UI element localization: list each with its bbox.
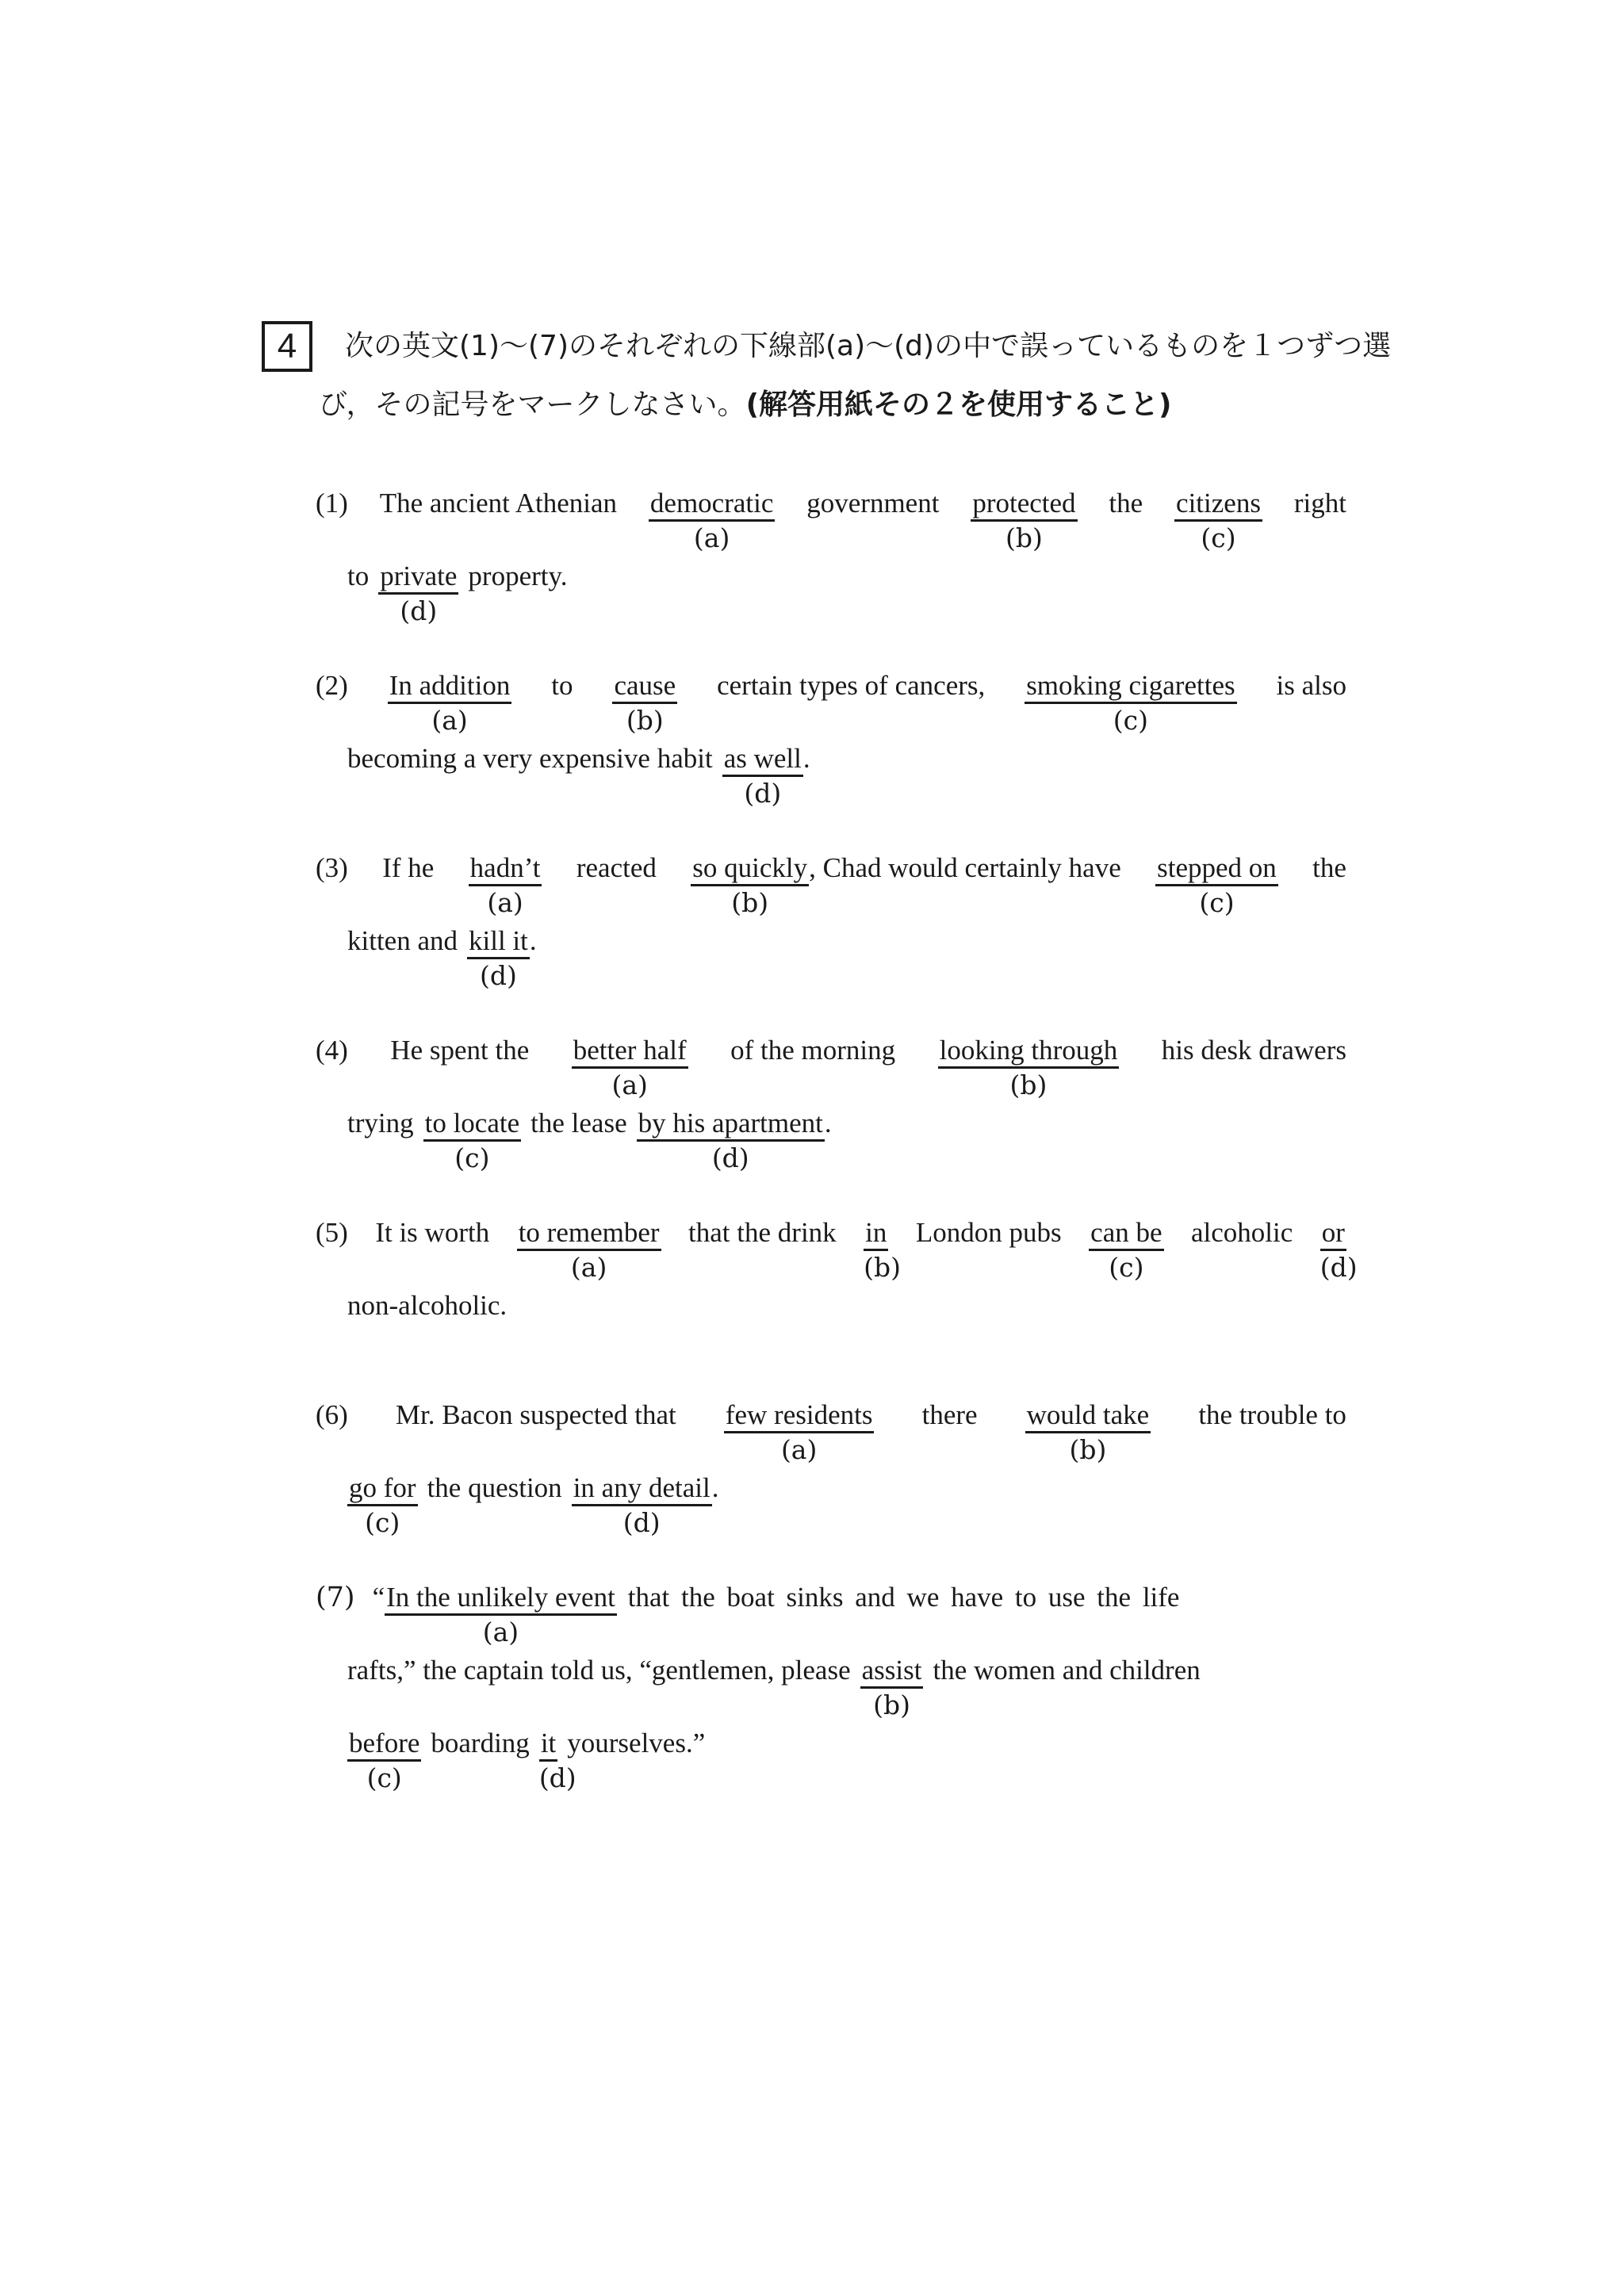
text: the question: [427, 1472, 562, 1503]
text: , Chad would certainly have: [809, 852, 1121, 883]
text: non-alcoholic.: [347, 1290, 508, 1321]
item-number: (6): [316, 1399, 348, 1430]
label-d: (d): [480, 960, 517, 991]
instruction-line-2: [319, 386, 1350, 424]
label-b: (b): [873, 1689, 910, 1720]
label-d: (d): [400, 595, 438, 626]
label-c: (c): [1199, 887, 1235, 918]
item-6: [316, 1399, 1346, 1545]
underline-d: by his apartment (d): [638, 1108, 823, 1173]
underline-b: in (b): [864, 1217, 902, 1283]
text: He spent the: [390, 1035, 530, 1066]
text: certain types of cancers,: [717, 670, 986, 701]
label-a: (a): [693, 522, 730, 553]
underline-b: so quickly (b): [692, 852, 808, 918]
text: the women and children: [933, 1655, 1201, 1686]
text: trying: [347, 1108, 414, 1138]
item-1: [316, 488, 1346, 633]
text: that the boat sinks and we have to use the life: [627, 1582, 1180, 1613]
label-c: (c): [366, 1762, 402, 1793]
text: “: [372, 1582, 385, 1613]
item-4-line-2: [347, 1108, 1346, 1181]
text: It is worth: [375, 1217, 490, 1248]
label-b: (b): [731, 887, 769, 918]
text: .: [711, 1472, 719, 1503]
instruction-line-2b: (解答用紙その２を使用すること): [745, 388, 1172, 421]
text: .: [824, 1108, 832, 1138]
underline-a: democratic (a): [649, 488, 774, 553]
label-d: (d): [622, 1507, 661, 1538]
underline-b: assist (b): [861, 1655, 922, 1720]
label-a: (a): [570, 1252, 607, 1283]
label-a: (a): [611, 1070, 648, 1100]
label-d: (d): [1320, 1252, 1358, 1283]
item-7-line-1: [316, 1582, 1346, 1655]
text: right: [1293, 488, 1346, 519]
label-c: (c): [1109, 1252, 1144, 1283]
label-c: (c): [454, 1142, 490, 1173]
item-6-line-1: [316, 1399, 1346, 1472]
item-3-line-2: [347, 925, 1346, 998]
text: If he: [382, 852, 435, 883]
underline-a: hadn’t (a): [469, 852, 541, 918]
label-a: (a): [487, 887, 523, 918]
item-5-line-2: [347, 1290, 1346, 1363]
instruction-line-2a: び，その記号をマークしなさい。: [319, 388, 746, 421]
item-5: [316, 1217, 1358, 1363]
item-2-line-2: [347, 743, 1346, 816]
text: government: [806, 488, 940, 519]
text: the trouble to: [1198, 1399, 1346, 1430]
underline-c: can be (c): [1090, 1217, 1162, 1283]
label-c: (c): [1201, 522, 1236, 553]
underline-d: kill it (d): [469, 925, 528, 991]
item-3-line-1: [316, 852, 1346, 925]
item-number: (2): [316, 670, 348, 701]
text: boarding: [431, 1728, 530, 1758]
question-number-box: 4: [262, 321, 312, 372]
text: is also: [1276, 670, 1346, 701]
item-4: [316, 1035, 1346, 1181]
text: Mr. Bacon suspected that: [395, 1399, 676, 1430]
label-d: (d): [711, 1142, 749, 1173]
text: .: [529, 925, 537, 956]
label-c: (c): [365, 1507, 400, 1538]
item-5-line-1: [316, 1217, 1358, 1290]
item-number: (5): [316, 1217, 348, 1248]
label-b: (b): [626, 705, 664, 736]
item-number: (7): [316, 1582, 355, 1613]
underline-c: citizens (c): [1176, 488, 1261, 553]
instruction-line-1: 次の英文(1)～(7)のそれぞれの下線部(a)～(d)の中で誤っているものを１つずつ選: [345, 330, 1392, 362]
text: becoming a very expensive habit: [347, 743, 713, 774]
underline-d: it (d): [538, 1728, 576, 1793]
label-b: (b): [1069, 1434, 1107, 1465]
text: alcoholic: [1191, 1217, 1293, 1248]
item-1-line-2: [347, 561, 1346, 633]
item-7-line-2: [347, 1655, 1346, 1728]
item-2: [316, 670, 1346, 816]
underline-a: In the unlikely event (a): [386, 1582, 615, 1647]
item-6-line-2: [347, 1472, 1346, 1545]
underline-a: few residents (a): [725, 1399, 873, 1465]
underline-a: In addition (a): [389, 670, 511, 736]
underline-a: better half (a): [573, 1035, 687, 1100]
label-a: (a): [431, 705, 468, 736]
label-c: (c): [1113, 705, 1148, 736]
underline-c: before (c): [349, 1728, 420, 1793]
item-3: [316, 852, 1346, 998]
label-b: (b): [1009, 1070, 1048, 1100]
text: kitten and: [347, 925, 458, 956]
item-number: (4): [316, 1035, 348, 1066]
text: to: [347, 561, 370, 591]
underline-d: in any detail (d): [573, 1472, 710, 1538]
label-b: (b): [864, 1252, 902, 1283]
underline-b: looking through (b): [939, 1035, 1118, 1100]
label-b: (b): [1005, 522, 1043, 553]
item-1-line-1: [316, 488, 1346, 561]
underline-b: protected (b): [972, 488, 1076, 553]
item-7-line-3: [347, 1728, 1346, 1800]
text: yourselves.”: [567, 1728, 706, 1758]
item-4-line-1: [316, 1035, 1346, 1108]
segment: [691, 852, 1121, 918]
underline-d: private (d): [380, 561, 458, 626]
label-a: (a): [482, 1617, 519, 1647]
item-number: (1): [316, 488, 348, 519]
text: his desk drawers: [1161, 1035, 1346, 1066]
underline-a: to remember (a): [518, 1217, 660, 1283]
text: the lease: [530, 1108, 627, 1138]
underline-d: or (d): [1320, 1217, 1358, 1283]
label-d: (d): [538, 1762, 576, 1793]
text: rafts,” the captain told us, “gentlemen, please: [347, 1655, 851, 1686]
underline-d: as well (d): [723, 743, 802, 809]
text: to: [551, 670, 573, 701]
underline-b: would take (b): [1026, 1399, 1150, 1465]
item-7: [316, 1582, 1346, 1800]
text: of the morning: [730, 1035, 896, 1066]
label-d: (d): [744, 778, 782, 809]
underline-c: stepped on (c): [1157, 852, 1277, 918]
text: that the drink: [688, 1217, 837, 1248]
text: reacted: [576, 852, 657, 883]
underline-c: smoking cigarettes (c): [1026, 670, 1235, 736]
text: property.: [468, 561, 568, 591]
underline-c: go for (c): [349, 1472, 416, 1538]
underline-b: cause (b): [614, 670, 676, 736]
text: there: [921, 1399, 978, 1430]
text: .: [802, 743, 810, 774]
text: the: [1312, 852, 1346, 883]
underline-c: to locate (c): [424, 1108, 520, 1173]
text: London pubs: [915, 1217, 1062, 1248]
text: The ancient Athenian: [379, 488, 618, 519]
item-number: (3): [316, 852, 348, 883]
text: the: [1109, 488, 1143, 519]
label-a: (a): [780, 1434, 818, 1465]
item-2-line-1: [316, 670, 1346, 743]
